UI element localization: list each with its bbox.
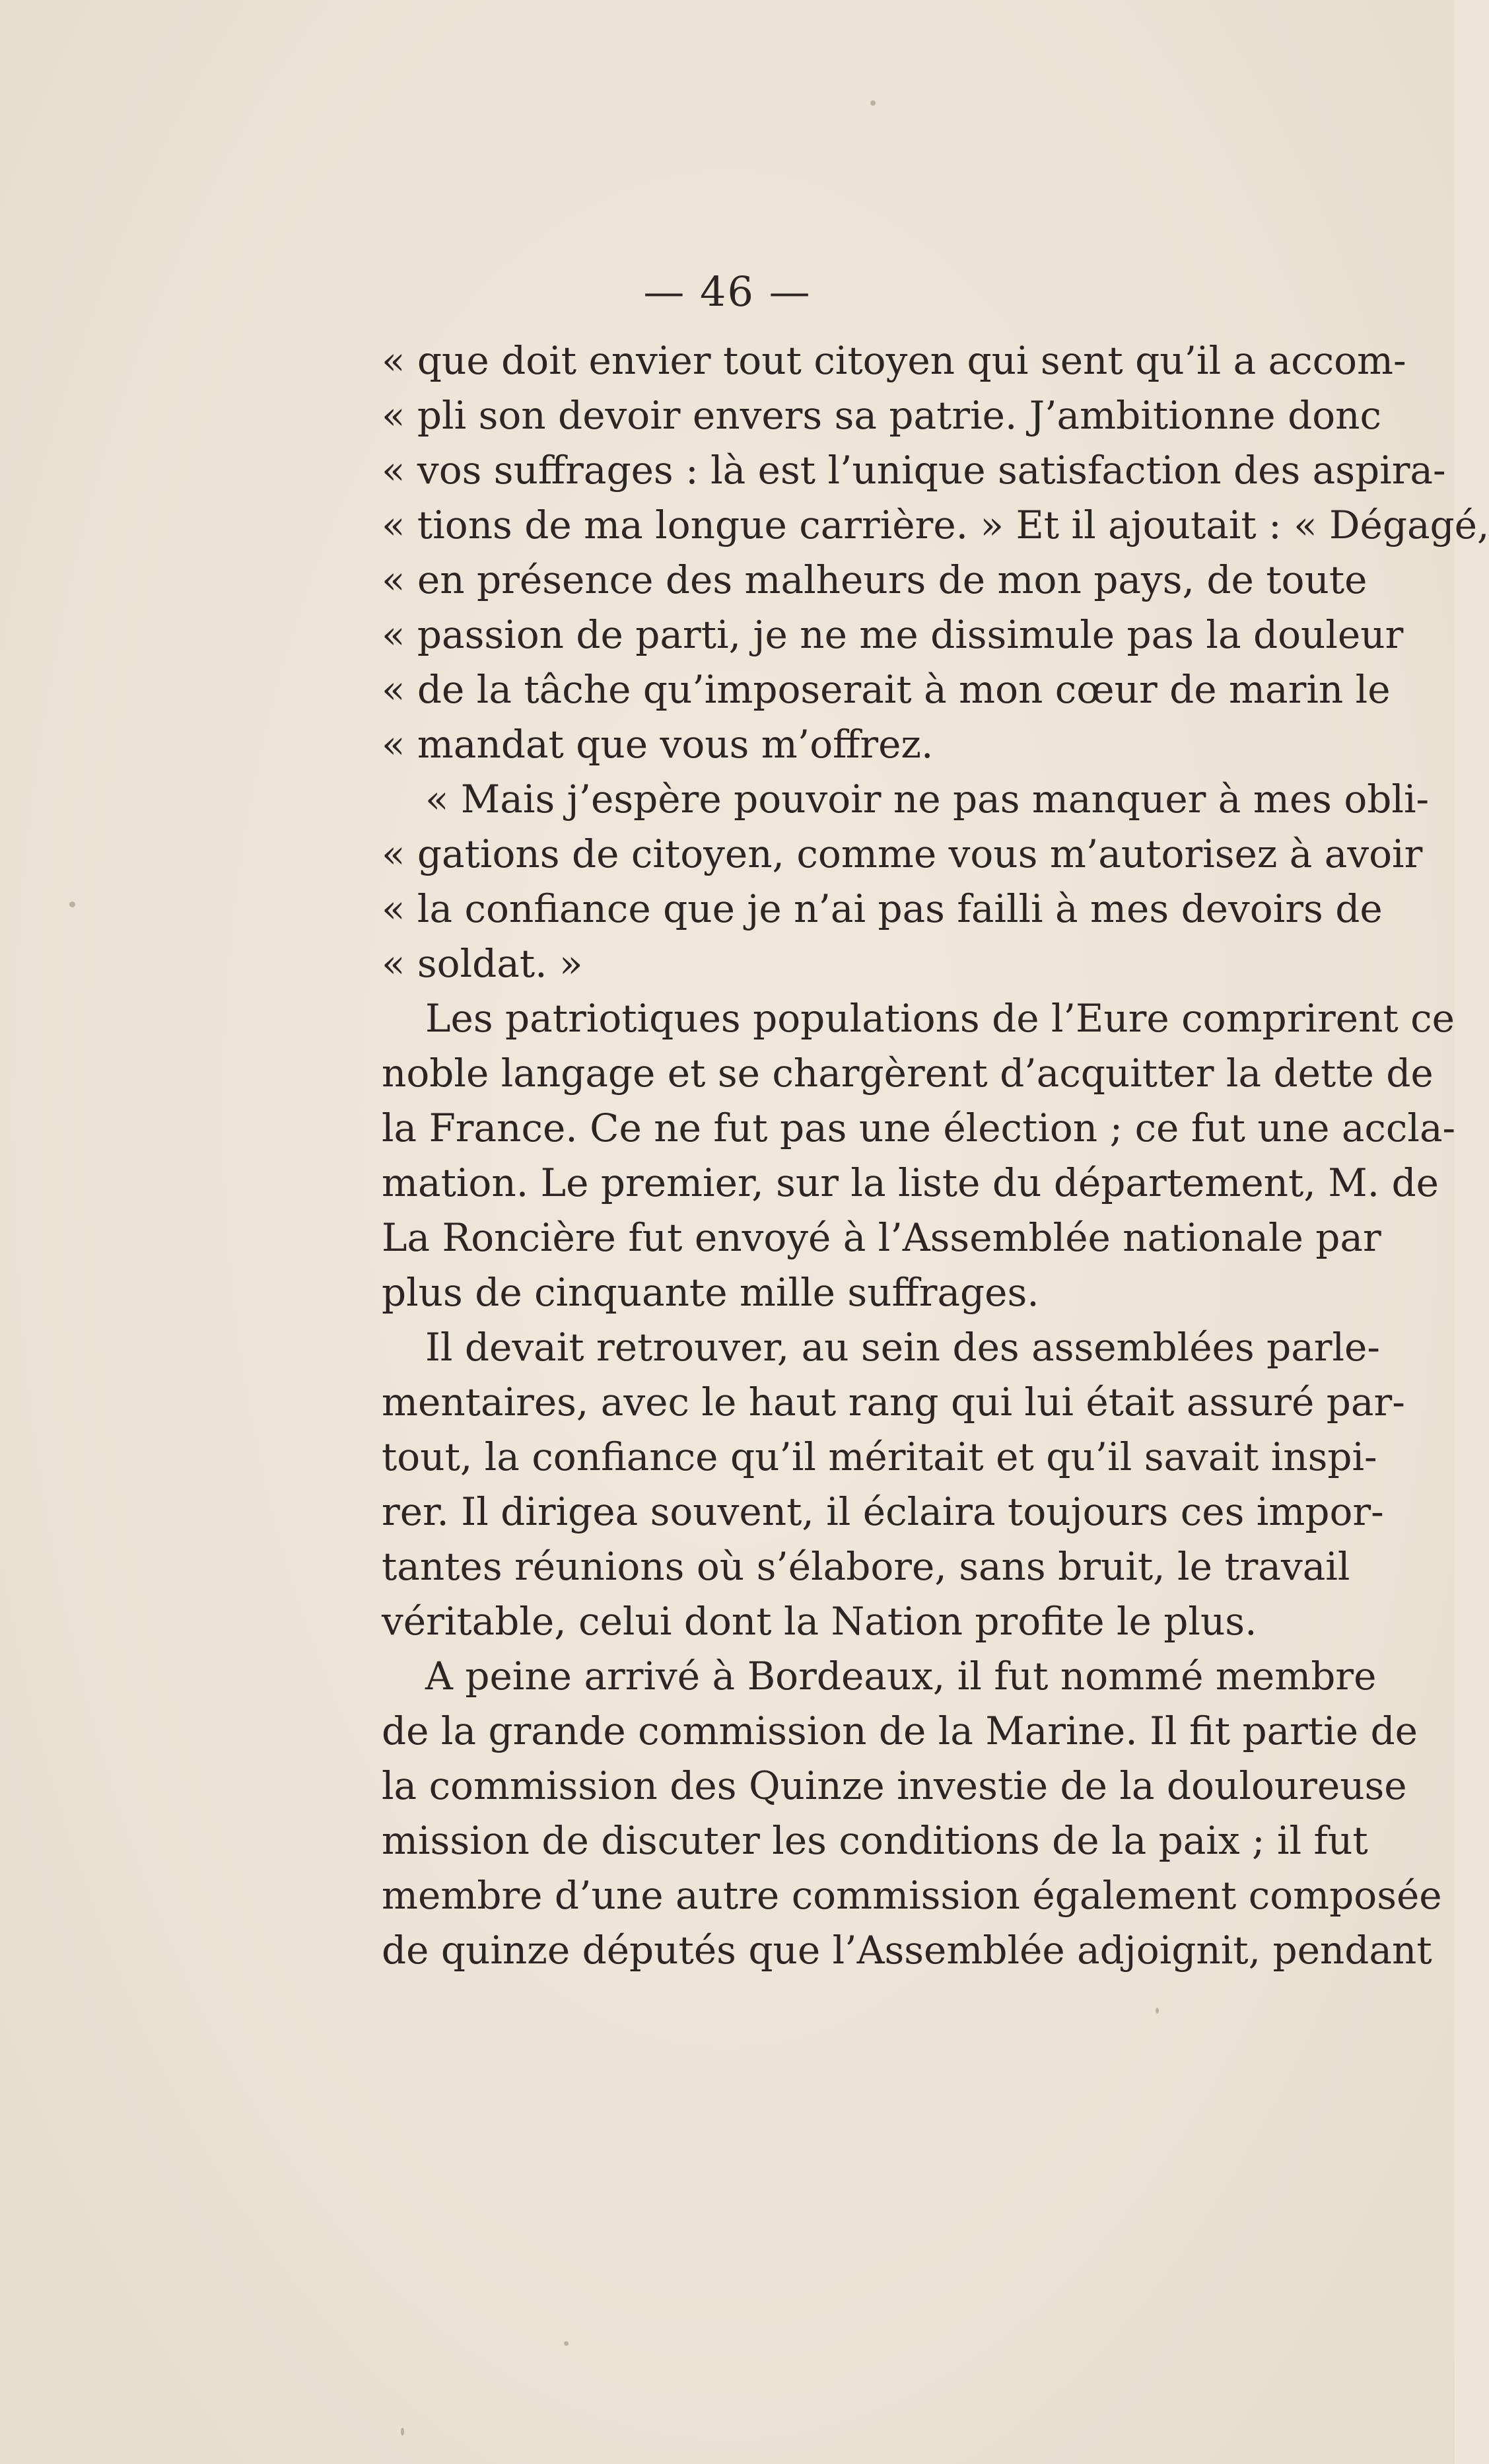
text-line: A peine arrivé à Bordeaux, il fut nommé membre <box>425 1654 1377 1699</box>
text-line: « soldat. » <box>382 941 583 986</box>
page-number: — 46 — <box>643 267 812 316</box>
paper-speck <box>564 2341 569 2346</box>
text-line: mission de discuter les conditions de la paix ; il fut <box>382 1818 1368 1863</box>
text-line: membre d’une autre commission également composée <box>382 1873 1442 1918</box>
text-line: tout, la confiance qu’il méritait et qu’il savait inspi- <box>382 1434 1377 1479</box>
text-line: « gations de citoyen, comme vous m’autorisez à avoir <box>382 831 1423 876</box>
text-line: « vos suffrages : là est l’unique satisfaction des aspira- <box>382 448 1446 493</box>
text-line: de la grande commission de la Marine. Il fit partie de <box>382 1708 1418 1753</box>
paper-speck <box>401 2428 404 2436</box>
paper-speck <box>870 100 876 106</box>
text-line: « que doit envier tout citoyen qui sent qu’il a accom- <box>382 338 1406 383</box>
text-line: la France. Ce ne fut pas une élection ; ce fut une accla- <box>382 1106 1456 1150</box>
text-line: rer. Il dirigea souvent, il éclaira toujours ces impor- <box>382 1489 1384 1534</box>
text-line: la commission des Quinze investie de la douloureuse <box>382 1763 1407 1808</box>
text-line: « tions de ma longue carrière. » Et il ajoutait : « Dégagé, <box>382 503 1489 547</box>
body-text <box>382 334 1489 1978</box>
text-line: mentaires, avec le haut rang qui lui était assuré par- <box>382 1380 1405 1425</box>
paper-speck <box>69 901 75 907</box>
text-line: « en présence des malheurs de mon pays, de toute <box>382 557 1368 602</box>
text-line: Les patriotiques populations de l’Eure comprirent ce <box>425 996 1455 1041</box>
text-line: mation. Le premier, sur la liste du département, M. de <box>382 1160 1439 1205</box>
text-line: « de la tâche qu’imposerait à mon cœur de marin le <box>382 667 1391 712</box>
text-line: « Mais j’espère pouvoir ne pas manquer à mes obli- <box>425 777 1430 822</box>
text-line: « passion de parti, je ne me dissimule pas la douleur <box>382 612 1404 657</box>
paper-speck <box>1156 2008 1159 2014</box>
text-line: de quinze députés que l’Assemblée adjoignit, pendant <box>382 1928 1432 1973</box>
text-line: tantes réunions où s’élabore, sans bruit, le travail <box>382 1544 1350 1589</box>
text-line: noble langage et se chargèrent d’acquitter la dette de <box>382 1051 1434 1096</box>
text-line: véritable, celui dont la Nation profite le plus. <box>382 1599 1257 1644</box>
text-line: « mandat que vous m’offrez. <box>382 722 934 767</box>
text-line: « pli son devoir envers sa patrie. J’ambitionne donc <box>382 393 1381 438</box>
text-line: « la confiance que je n’ai pas failli à mes devoirs de <box>382 886 1383 931</box>
text-line: Il devait retrouver, au sein des assemblées parle- <box>425 1325 1380 1370</box>
text-line: La Roncière fut envoyé à l’Assemblée nationale par <box>382 1215 1381 1260</box>
text-line: plus de cinquante mille suffrages. <box>382 1270 1039 1315</box>
